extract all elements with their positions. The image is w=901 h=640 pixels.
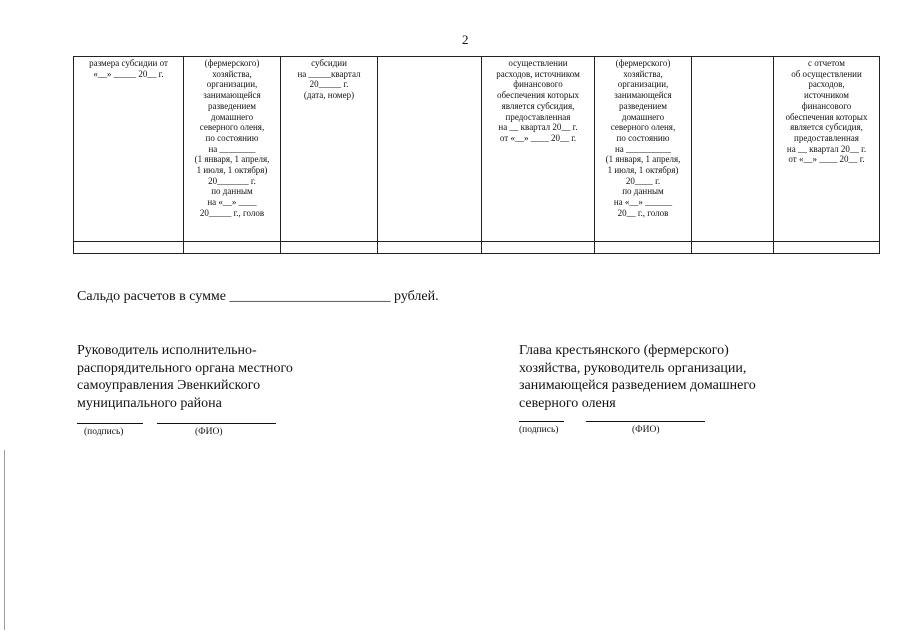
table-cell-blank xyxy=(378,242,482,254)
table-cell-blank xyxy=(774,242,880,254)
table-cell: размера субсидии от «__» _____ 20__ г. xyxy=(74,57,184,242)
page-number: 2 xyxy=(462,32,469,47)
report-table xyxy=(73,56,880,254)
signature-right-sign-caption: (подпись) xyxy=(519,425,559,435)
table-cell-blank xyxy=(74,242,184,254)
scan-edge-mark xyxy=(4,450,5,630)
signature-left-sign-caption: (подпись) xyxy=(84,427,124,437)
signature-left-title: Руководитель исполнительно- распорядительного органа местного самоуправления Эвенкийского муниципального района xyxy=(77,343,293,411)
table-cell-blank xyxy=(595,242,692,254)
signature-left-name-caption: (ФИО) xyxy=(195,427,223,437)
table-cell-blank xyxy=(184,242,281,254)
table-cell: (фермерского) хозяйства, организации, занимающейся разведением домашнего северного оленя, по состоянию на ________ (1 января, 1 апреля, 1 июля, 1 октября) 20_______ г. по данным на «__» ____ 20_____ г., голов xyxy=(184,57,281,242)
table-cell-blank xyxy=(482,242,595,254)
table-cell-blank xyxy=(692,242,774,254)
table-cell: (фермерского) хозяйства, организации, занимающейся разведением домашнего северного оленя, по состоянию на __________ (1 января, 1 апреля, 1 июля, 1 октября) 20____ г. по данным на «__» ______ 20__ г., голов xyxy=(595,57,692,242)
signature-right-name-line xyxy=(586,421,705,422)
signature-right-name-caption: (ФИО) xyxy=(632,425,660,435)
table-cell: осуществлении расходов, источником финансового обеспечения которых является субсидия, предоставленная на __ квартал 20__ г. от «__» ____ 20__ г. xyxy=(482,57,595,242)
table-row xyxy=(74,57,880,242)
table-cell: субсидии на _____квартал 20_____ г. (дата, номер) xyxy=(281,57,378,242)
signature-right-title: Глава крестьянского (фермерского) хозяйства, руководитель организации, занимающейся разведением домашнего северного оленя xyxy=(519,343,756,411)
signature-right-sign-line xyxy=(519,421,564,422)
table-cell-blank xyxy=(281,242,378,254)
signature-left-sign-line xyxy=(77,423,143,424)
table-cell: с отчетом об осуществлении расходов, источником финансового обеспечения которых является субсидия, предоставленная на __ квартал 20__ г. от «__» ____ 20__ г. xyxy=(774,57,880,242)
table-row-blank xyxy=(74,242,880,254)
table-cell xyxy=(692,57,774,242)
saldo-line: Сальдо расчетов в сумме _______________________ рублей. xyxy=(77,289,439,304)
signature-left-name-line xyxy=(157,423,276,424)
table-cell xyxy=(378,57,482,242)
